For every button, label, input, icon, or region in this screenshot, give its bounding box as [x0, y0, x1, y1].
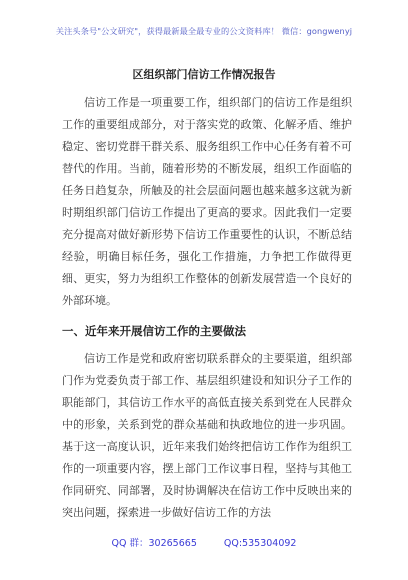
header-banner: 关注头条号"公文研究"，获得最新最全最专业的公文资料库！ 微信：gongwenyj	[55, 26, 353, 36]
footer-contact	[0, 535, 408, 549]
document-title: 区组织部门信访工作情况报告	[132, 68, 276, 81]
footer-qq: QQ:535304092	[223, 538, 297, 549]
paragraph-intro: 信访工作是一项重要工作，组织部门的信访工作是组织工作的重要组成部分，对于落实党的政策、化解矛盾、维护稳定、密切党群干群关系、服务组织工作中心任务有着不可替代的作用。当前，随着形势的不断发展，组织工作面临的任务日趋复杂，所触及的社会层面问题也越来越多这就为新时期组织部门信访工作提出了更高的要求。因此我们一定要充分提高对做好新形势下信访工作重要性的认识，不断总结经验，明确目标任务，强化工作措施，力争把工作做得更细、更实，努力为组织工作整体的创新发展营造一个良好的外部环境。	[62, 96, 352, 307]
paragraph-section-1: 信访工作是党和政府密切联系群众的主要渠道，组织部门作为党委负责于部工作、基层组织建设和知识分子工作的职能部门，其信访工作水平的高低直接关系到党在人民群众中的形象，关系到党的群众基础和执政地位的进一步巩固。基于这一高度认识，近年来我们始终把信访工作作为组织工作的一项重要内容，摆上部门工作议事日程，坚持与其他工作同研究、同部署，及时协调解决在信访工作中反映出来的突出问题，探索进一步做好信访工作的方法	[62, 352, 352, 519]
section-heading-1: 一、近年来开展信访工作的主要做法	[62, 324, 246, 338]
document-body	[62, 92, 352, 524]
footer-qq-group: QQ 群：30265665	[111, 538, 197, 549]
